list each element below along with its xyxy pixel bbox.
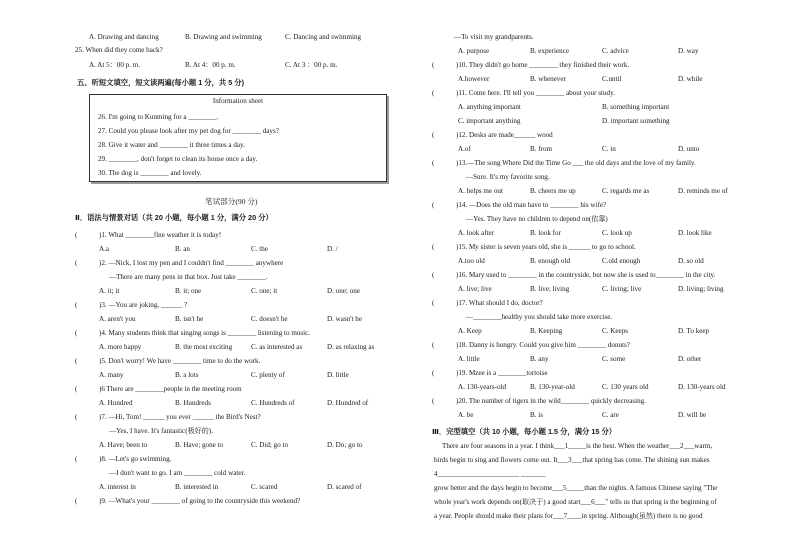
option-a[interactable]: A.however — [458, 75, 490, 83]
option-c[interactable]: C. Hundreds of — [251, 399, 295, 407]
option-d[interactable]: D. while — [678, 75, 703, 83]
written-part-heading: 笔试部分(90 分) — [205, 197, 258, 206]
answer-blank[interactable]: ( — [75, 329, 78, 337]
dialogue-line: —Yes, I have. It's fantastic(极好的). — [109, 427, 213, 435]
option-c[interactable]: C. living; live — [602, 285, 642, 293]
option-a[interactable]: A. little — [458, 355, 480, 363]
option-c[interactable]: C. some — [602, 355, 626, 363]
answer-blank[interactable]: ( — [75, 231, 78, 239]
option-d[interactable]: D. will be — [678, 411, 707, 419]
option-c[interactable]: C. 130 years old — [602, 383, 649, 391]
question-stem: )7. —Hi, Tom! ______ you ever ______ the Bird's Nest? — [99, 413, 261, 421]
option-b[interactable]: B. whenever — [530, 75, 566, 83]
option-d[interactable]: D. 130-years old — [678, 383, 726, 391]
cloze-line: birds begin to sing and flowers come out. It___3___that spring has come. The shining sun makes — [434, 456, 710, 464]
option-a[interactable]: A. interest in — [99, 483, 136, 491]
answer-blank[interactable]: ( — [432, 131, 435, 139]
section3-title: Ⅲ．完型填空（共 10 小题，每小题 1.5 分，满分 15 分） — [432, 427, 617, 436]
question-stem: )14. —Does the old man have to ________ his wife? — [456, 201, 607, 209]
question-stem: )6 There are ________people in the meeting room — [99, 385, 242, 393]
question-stem: )18. Danny is hungry. Could you give him ________ donuts? — [456, 341, 630, 349]
option-c[interactable]: C. doesn't he — [251, 315, 288, 323]
question-stem: )1. What ________fine weather it is today! — [99, 231, 222, 239]
q24-option-b[interactable]: B. Drawing and swimming — [185, 33, 262, 41]
option-a[interactable]: A. aren't you — [99, 315, 136, 323]
question-stem: )4. Many students think that singing songs is ________ listening to music. — [99, 329, 311, 337]
option-c[interactable]: C. plenty of — [251, 371, 285, 379]
option-c[interactable]: C. look up — [602, 229, 632, 237]
answer-blank[interactable]: ( — [75, 455, 78, 463]
answer-blank[interactable]: ( — [432, 243, 435, 251]
answer-blank[interactable]: ( — [75, 301, 78, 309]
q9-option-a[interactable]: A. purpose — [458, 47, 490, 55]
option-b[interactable]: B. the most exciting — [175, 343, 233, 351]
option-d[interactable]: D. To keep — [678, 327, 710, 335]
option-d[interactable]: D. scared of — [327, 483, 362, 491]
question-stem: )15. My sister is seven years old, she is ______ to go to school. — [456, 243, 636, 251]
question-stem: )11. Come here. I'll tell you ________ about your study. — [456, 89, 615, 97]
q24-option-c[interactable]: C. Dancing and swimming — [285, 33, 362, 41]
dialogue-line: —Sure. It's my favorite song. — [466, 173, 550, 181]
option-a[interactable]: A. anything important — [458, 103, 521, 111]
option-d[interactable]: D. living; living — [678, 285, 724, 293]
answer-blank[interactable]: ( — [432, 159, 435, 167]
option-b[interactable]: B. isn't he — [175, 315, 204, 323]
option-b[interactable]: B. it; one — [175, 287, 202, 295]
question-stem: )12. Desks are made______ wood — [456, 131, 553, 139]
option-a[interactable]: A. it; it — [99, 287, 120, 295]
option-b[interactable]: B. interested in — [175, 483, 219, 491]
option-a[interactable]: A. many — [99, 371, 124, 379]
answer-blank[interactable]: ( — [432, 299, 435, 307]
option-c[interactable]: C. Did; go to — [251, 441, 289, 449]
option-a[interactable]: A. live; live — [458, 285, 492, 293]
option-d[interactable]: D. reminds me of — [678, 187, 728, 195]
question-stem: )19. Mzee is a ________tortoise — [456, 369, 548, 377]
q25-option-c[interactable]: C. At 3 ：00 p. m. — [285, 61, 338, 69]
option-b[interactable]: B. Hundreds — [175, 399, 211, 407]
answer-blank[interactable]: ( — [432, 89, 435, 97]
option-d[interactable]: D. important something — [602, 117, 670, 125]
option-b[interactable]: B. from — [530, 145, 553, 153]
q25-option-b[interactable]: B. At 4：00 p. m. — [185, 61, 236, 69]
option-c[interactable]: C. as interested as — [251, 343, 303, 351]
option-a[interactable]: A.a — [99, 245, 110, 253]
option-b[interactable]: B. Have; gone to — [175, 441, 224, 449]
option-b[interactable]: B. an — [175, 245, 190, 253]
option-d[interactable]: D. look like — [678, 229, 712, 237]
dialogue-line: —There are many pens in that box. Just take ________. — [109, 273, 268, 281]
question-stem: )9. —What's your ________ of going to the countryside this weekend? — [99, 497, 301, 505]
option-c[interactable]: C. one; it — [251, 287, 278, 295]
dialogue-line: —Yes. They have no children to depend on(依靠) — [466, 215, 608, 223]
info-line-27: 27. Could you please look after my pet dog for ________ days? — [98, 127, 279, 135]
option-a[interactable]: A. look after — [458, 229, 495, 237]
dialogue-line: —________healthy you should take more exercise. — [466, 313, 613, 321]
option-d[interactable]: D. other — [678, 355, 702, 363]
cloze-line: There are four seasons in a year. I think___1_____is the best. When the weather___2___warm, — [442, 442, 713, 450]
info-line-29: 29. ________, don't forget to clean its house once a day. — [98, 155, 258, 163]
option-c[interactable]: C. are — [602, 411, 619, 419]
q9-option-d[interactable]: D. way — [678, 47, 699, 55]
answer-blank[interactable]: ( — [75, 357, 78, 365]
option-d[interactable]: D. / — [327, 245, 338, 253]
cloze-line: grow better and the days begin to become___5_____than the nights. A famous Chinese saying "The — [434, 484, 718, 492]
information-sheet — [89, 94, 387, 182]
question-stem: )2. —Nick, I lost my pen and I couldn't find ________ anywhere — [99, 259, 284, 267]
option-a[interactable]: A.too old — [458, 257, 485, 265]
answer-blank[interactable]: ( — [432, 271, 435, 279]
q9-answer-line: —To visit my grandparents. — [454, 33, 534, 41]
cloze-line: a year. People should make their plans for___7____in spring. Although(虽然) there is no good — [434, 512, 703, 520]
answer-blank[interactable]: ( — [75, 413, 78, 421]
answer-blank[interactable]: ( — [432, 369, 435, 377]
q25-option-a[interactable]: A. At 5：00 p. m. — [89, 61, 141, 69]
option-b[interactable]: B. Keeping — [530, 327, 563, 335]
option-c[interactable]: C.old enough — [602, 257, 641, 265]
option-a[interactable]: A. helps me out — [458, 187, 503, 195]
option-a[interactable]: A. Hundred — [99, 399, 133, 407]
option-d[interactable]: D. so old — [678, 257, 704, 265]
option-b[interactable]: B. look for — [530, 229, 561, 237]
option-b[interactable]: B. enough old — [530, 257, 570, 265]
option-a[interactable]: A.of — [458, 145, 471, 153]
answer-blank[interactable]: ( — [75, 259, 78, 267]
option-c[interactable]: C. regards me as — [602, 187, 650, 195]
section5-title: 五、听短文填空，短文读两遍(每小题 1 分，共 5 分) — [77, 78, 245, 87]
question-stem: )10. They didn't go home ________ they finished their work. — [456, 61, 630, 69]
question-stem: )8. —Let's go swimming. — [99, 455, 172, 463]
option-c[interactable]: C. important anything — [458, 117, 521, 125]
answer-blank[interactable]: ( — [432, 201, 435, 209]
info-line-30: 30. The dog is ________ and lovely. — [98, 169, 202, 177]
question-stem: )20. The number of tigers in the wild________ quickly decreasing. — [456, 397, 646, 405]
info-line-26: 26. I'm going to Kunming for a ________. — [98, 113, 219, 121]
option-c[interactable]: C. in — [602, 145, 616, 153]
q9-option-c[interactable]: C. advice — [602, 47, 629, 55]
option-a[interactable]: A. be — [458, 411, 474, 419]
option-d[interactable]: D. one; one — [327, 287, 360, 295]
answer-blank[interactable]: ( — [75, 497, 78, 505]
option-c[interactable]: C.until — [602, 75, 622, 83]
option-b[interactable]: B. live; living — [530, 285, 570, 293]
option-b[interactable]: B. 130-year-old — [530, 383, 575, 391]
question-stem: )17. What should I do, doctor? — [456, 299, 543, 307]
option-d[interactable]: D. as relaxing as — [327, 343, 375, 351]
option-c[interactable]: C. Keeps — [602, 327, 629, 335]
q9-option-b[interactable]: B. experience — [530, 47, 569, 55]
answer-blank[interactable]: ( — [432, 61, 435, 69]
info-line-28: 28. Give it water and ________ it three times a day. — [98, 141, 245, 149]
cloze-line: 4_______________________ _______ — [434, 470, 546, 478]
question-stem: )3. —You are joking, ______ ? — [99, 301, 188, 309]
answer-blank[interactable]: ( — [432, 341, 435, 349]
question-25: 25. When did they come back? — [75, 46, 163, 54]
q24-option-a[interactable]: A. Drawing and dancing — [89, 33, 159, 41]
option-b[interactable]: B. something important — [602, 103, 670, 111]
option-a[interactable]: A. more happy — [99, 343, 142, 351]
option-b[interactable]: B. a lots — [175, 371, 199, 379]
cloze-line: whole year's work depends on(取决于) a good start___6___" tells us that spring is the beginning of — [434, 498, 717, 506]
option-d[interactable]: D. Hundred of — [327, 399, 369, 407]
option-a[interactable]: A. 130-years-old — [458, 383, 507, 391]
option-d[interactable]: D. wasn't he — [327, 315, 362, 323]
section2-title: Ⅱ．语法与情景对话（共 20 小题，每小题 1 分，满分 20 分） — [75, 213, 273, 222]
option-c[interactable]: C. the — [251, 245, 268, 253]
option-b[interactable]: B. cheers me up — [530, 187, 576, 195]
answer-blank[interactable]: ( — [432, 397, 435, 405]
option-d[interactable]: D. little — [327, 371, 349, 379]
answer-blank[interactable]: ( — [75, 385, 78, 393]
dialogue-line: —I don't want to go. I am ________ cold water. — [109, 469, 246, 477]
option-b[interactable]: B. is — [530, 411, 544, 419]
option-d[interactable]: D. unto — [678, 145, 700, 153]
information-sheet-title: Information sheet — [212, 97, 264, 105]
option-c[interactable]: C. scared — [251, 483, 278, 491]
option-a[interactable]: A. Keep — [458, 327, 482, 335]
option-d[interactable]: D. Do; go to — [327, 441, 363, 449]
option-b[interactable]: B. any — [530, 355, 549, 363]
question-stem: )13.—The song Where Did the Time Go ___ the old days and the love of my family. — [456, 159, 696, 167]
option-a[interactable]: A. Have; been to — [99, 441, 148, 449]
question-stem: )16. Mary used to ________ in the countryside, but now she is used to________ in the city. — [456, 271, 716, 279]
question-stem: )5. Don't worry! We have ________ time to do the work. — [99, 357, 261, 365]
